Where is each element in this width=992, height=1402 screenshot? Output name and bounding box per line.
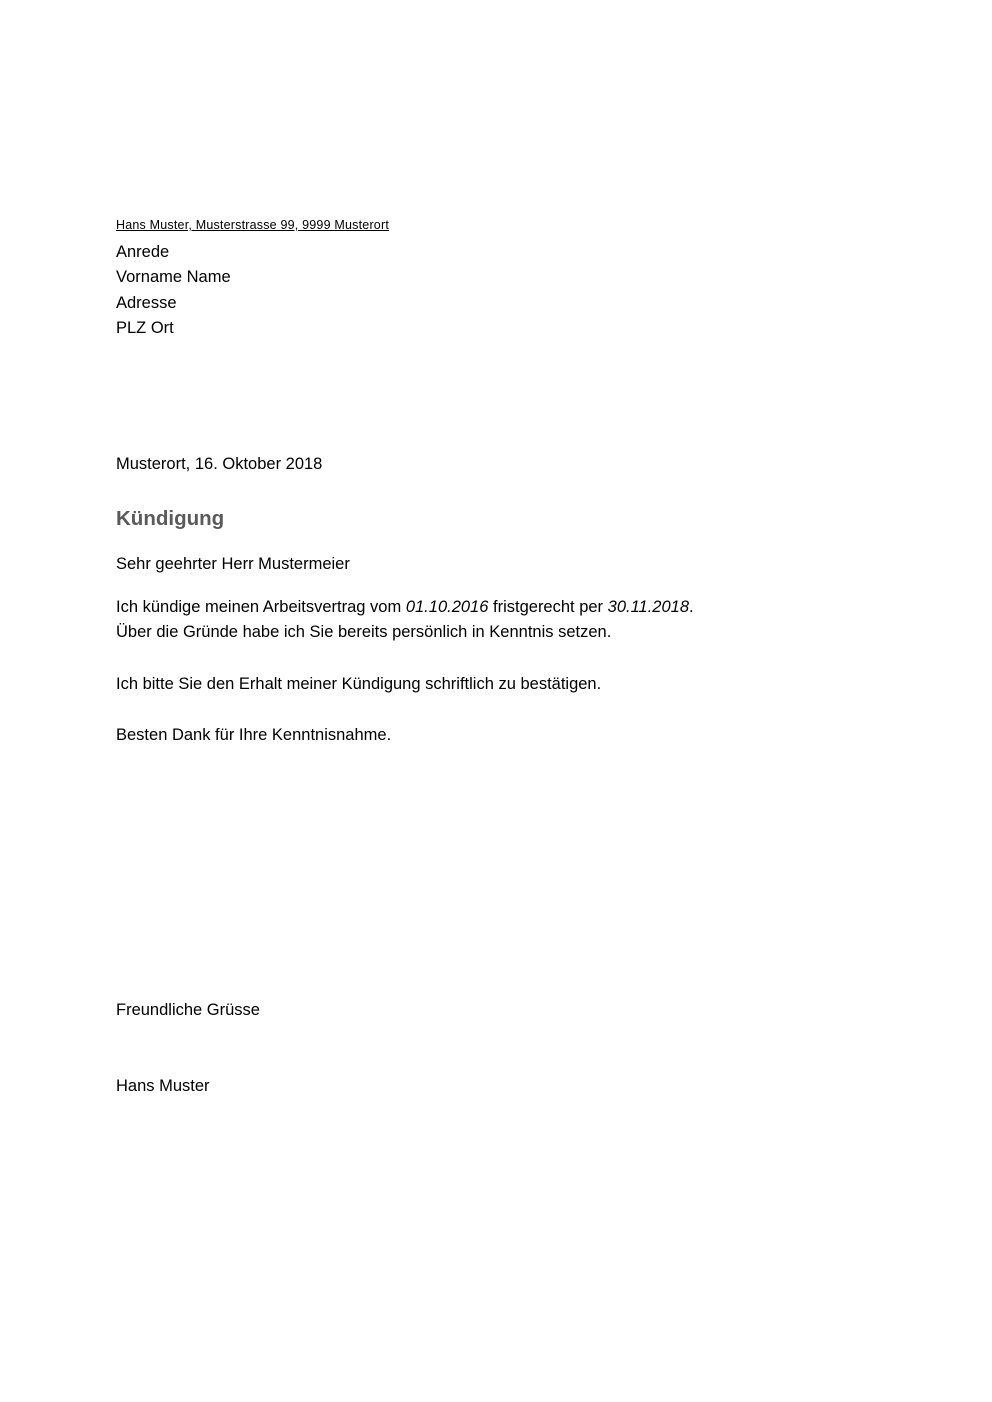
paragraph-1-text-start: Ich kündige meinen Arbeitsvertrag vom [116, 598, 406, 616]
paragraph-1-period: . [689, 598, 694, 616]
paragraph-1-line-2: Über die Gründe habe ich Sie bereits persönlich in Kenntnis setzen. [116, 623, 612, 642]
termination-date: 30.11.2018 [607, 598, 689, 616]
closing-line: Freundliche Grüsse [116, 1001, 260, 1019]
recipient-city: PLZ Ort [116, 318, 174, 337]
recipient-block [116, 240, 231, 341]
signature-name: Hans Muster [116, 1077, 210, 1095]
contract-start-date: 01.10.2016 [405, 598, 489, 616]
recipient-name: Vorname Name [116, 268, 231, 287]
paragraph-1-text-middle: fristgerecht per [488, 598, 608, 616]
body-paragraph-2: Ich bitte Sie den Erhalt meiner Kündigung schriftlich zu bestätigen. [116, 675, 602, 693]
body-paragraph-3: Besten Dank für Ihre Kenntnisnahme. [116, 726, 392, 744]
date-line: Musterort, 16. Oktober 2018 [116, 455, 323, 473]
subject-heading: Kündigung [116, 507, 225, 530]
recipient-salutation: Anrede [116, 243, 170, 261]
greeting-line: Sehr geehrter Herr Mustermeier [116, 555, 350, 573]
body-paragraph-1 [116, 595, 836, 646]
recipient-address: Adresse [116, 293, 177, 312]
sender-address-line: Hans Muster, Musterstrasse 99, 9999 Musterort [116, 218, 389, 232]
